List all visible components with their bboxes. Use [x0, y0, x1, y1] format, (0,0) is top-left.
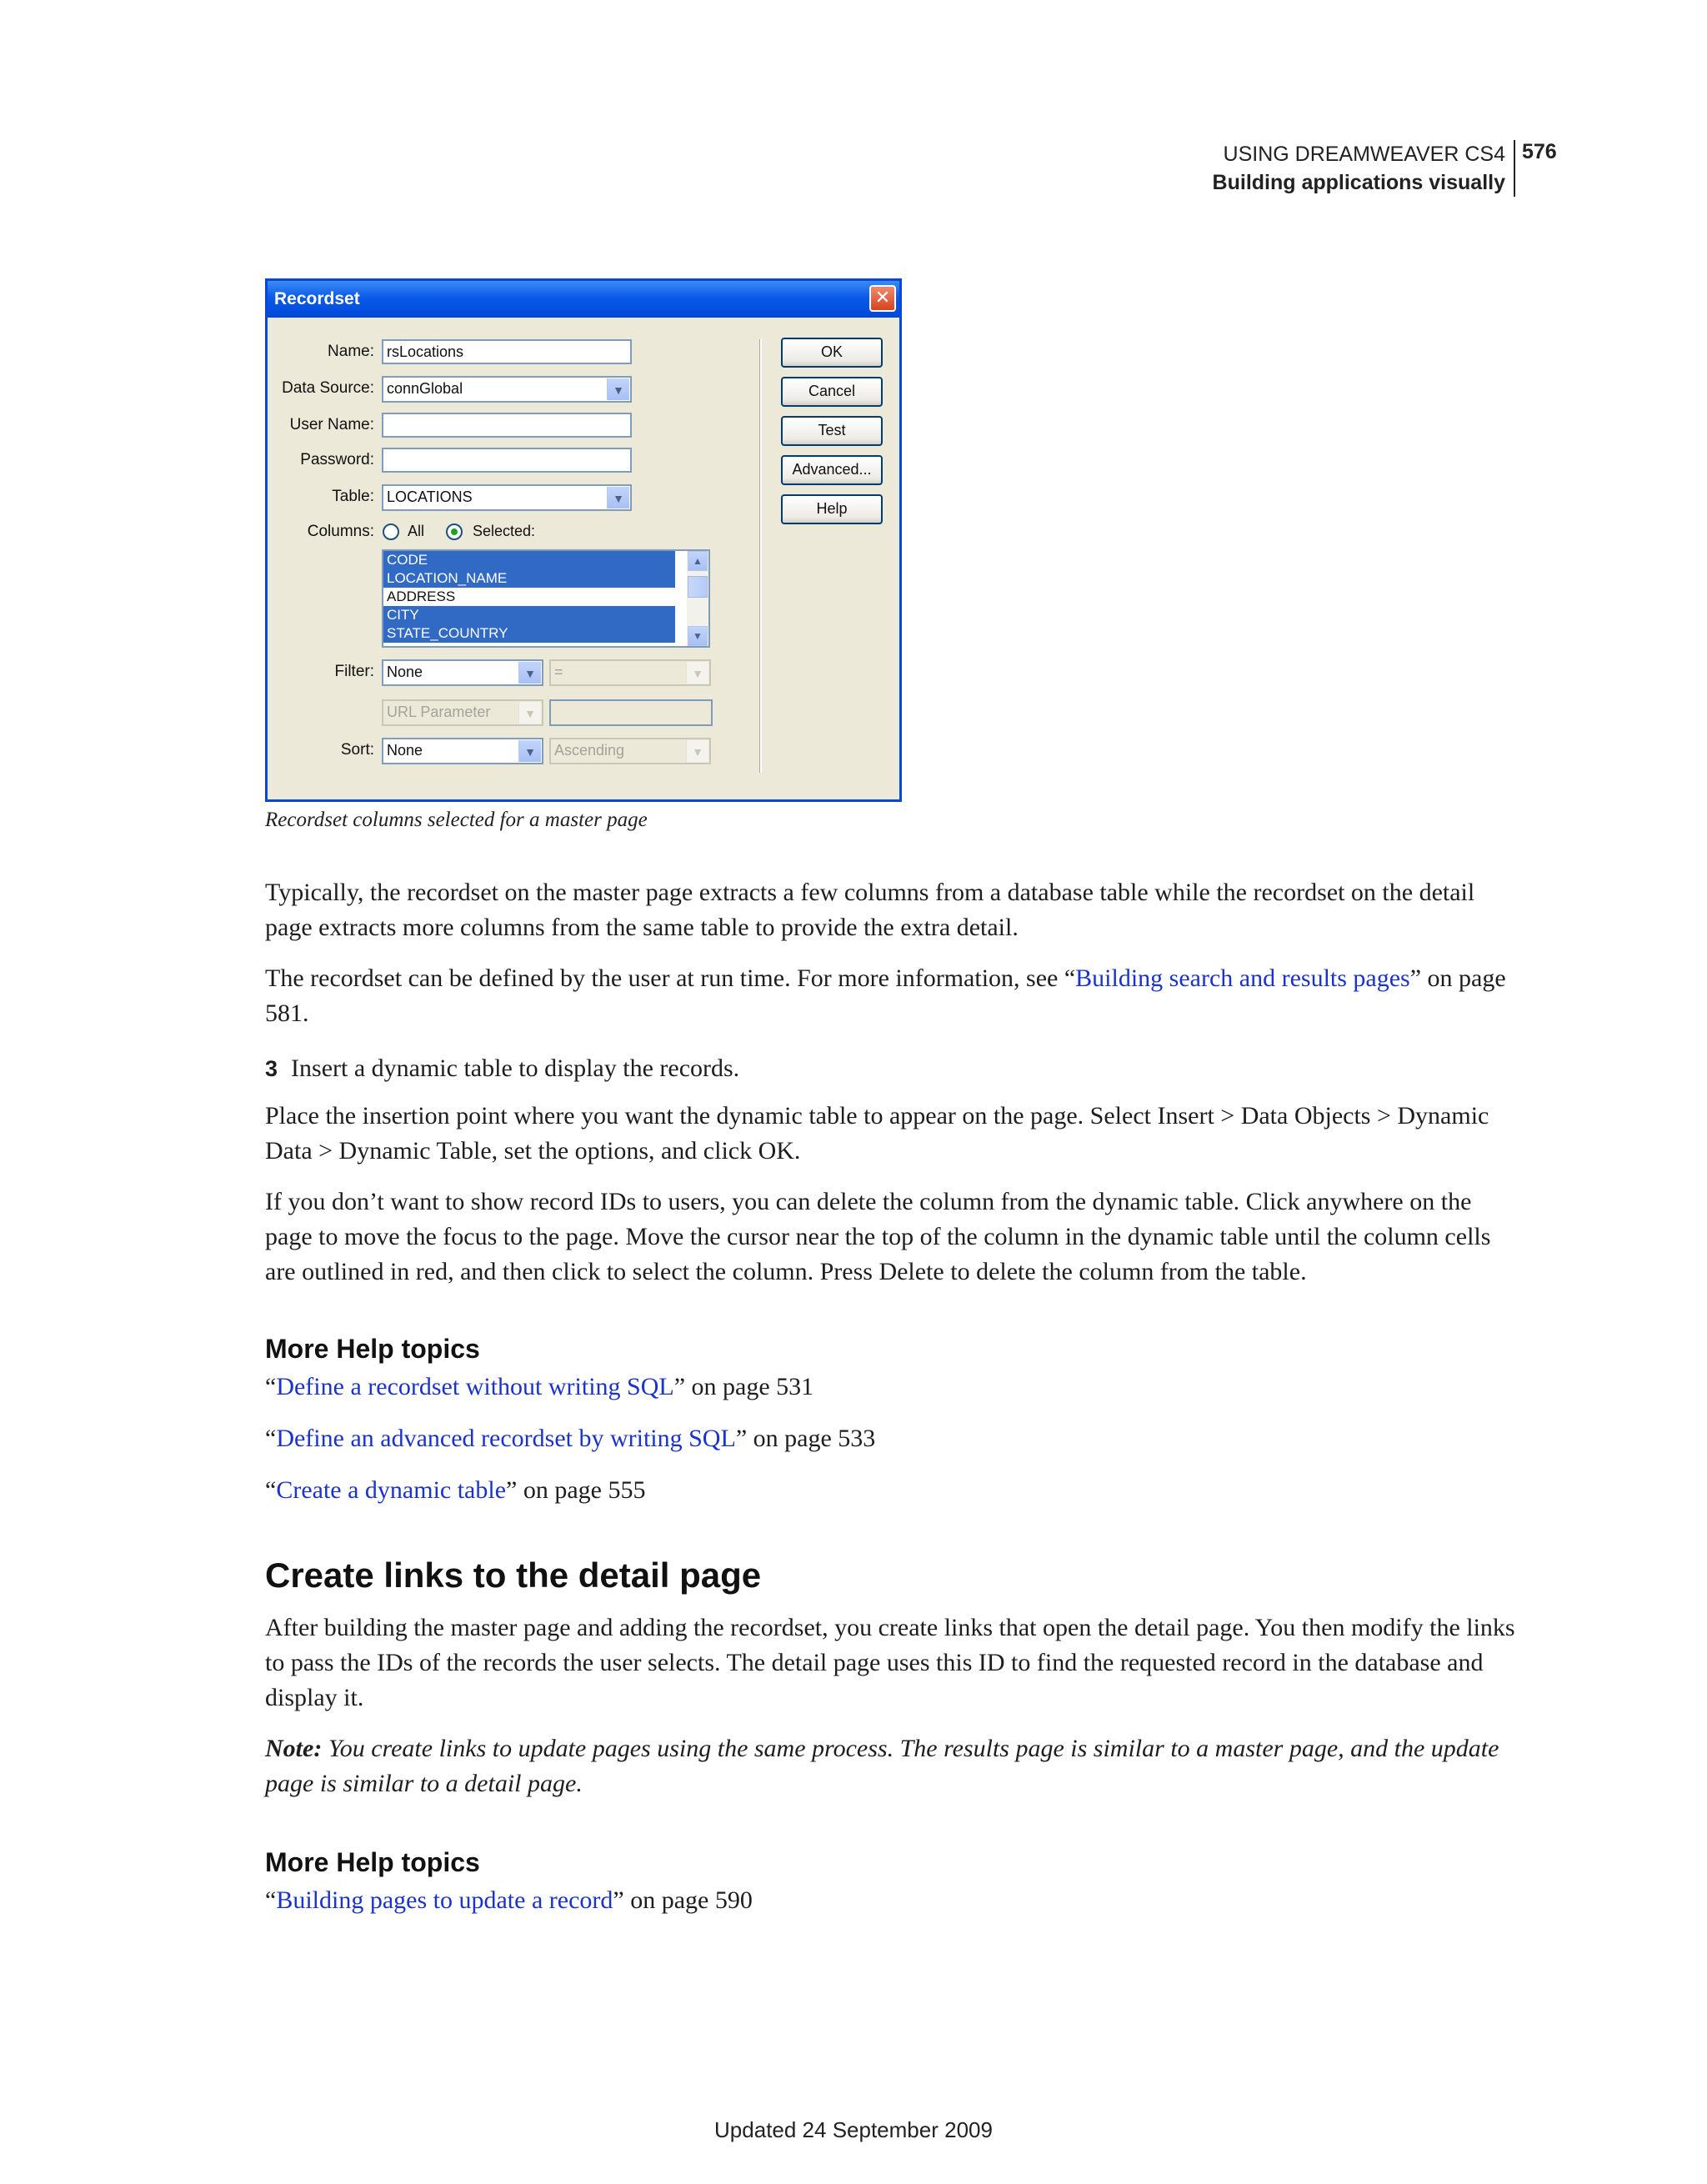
running-header — [1213, 140, 1515, 197]
column-items — [383, 551, 708, 643]
filter-param-value: URL Parameter — [387, 704, 491, 720]
columns-selected-radio[interactable] — [446, 523, 463, 540]
help-topic-item — [265, 1421, 1515, 1456]
help-topic-open-quote: “ — [265, 1373, 277, 1400]
filter-label: Filter: — [334, 663, 374, 680]
sort-value: None — [387, 742, 423, 759]
note — [265, 1731, 1515, 1801]
filter-param-select[interactable] — [382, 699, 543, 726]
table-label: Table: — [332, 488, 374, 505]
sort-order-select[interactable] — [549, 738, 711, 764]
section-paragraph: After building the master page and adding the recordset, you create links that open the detail page. You then modify the links to pass the IDs of the records the user selects. The detail page uses this ID to find the requested record in the database and display it. — [265, 1614, 1515, 1711]
chevron-down-icon[interactable]: ▼ — [686, 740, 708, 762]
chevron-down-icon[interactable]: ▼ — [518, 702, 541, 724]
scroll-thumb[interactable] — [688, 576, 708, 598]
filter-param-field[interactable] — [549, 699, 713, 726]
chevron-down-icon[interactable]: ▼ — [607, 378, 629, 400]
book-title: USING DREAMWEAVER CS4 — [1223, 143, 1505, 166]
help-topic-page-ref: ” on page 555 — [506, 1476, 646, 1504]
help-topic-page-ref: ” on page 590 — [613, 1886, 753, 1914]
help-topic-link[interactable]: Define an advanced recordset by writing SQL — [276, 1425, 736, 1452]
columns-listbox[interactable] — [382, 549, 710, 648]
name-label: Name: — [328, 343, 374, 360]
advanced-button[interactable]: Advanced... — [781, 455, 883, 485]
page-number: 576 — [1522, 140, 1557, 163]
help-topic-link[interactable]: Define a recordset without writing SQL — [276, 1373, 674, 1400]
columns-all-radio[interactable] — [383, 523, 399, 540]
cancel-button[interactable]: Cancel — [781, 377, 883, 407]
close-icon[interactable]: ✕ — [869, 285, 896, 312]
help-topic-item — [265, 1370, 1515, 1405]
dialog-separator — [759, 339, 762, 773]
table-value: LOCATIONS — [387, 488, 473, 505]
dialog-title: Recordset — [274, 289, 360, 308]
password-label: Password: — [300, 451, 374, 468]
help-topic-open-quote: “ — [265, 1425, 277, 1452]
test-button[interactable]: Test — [781, 416, 883, 446]
paragraph-2-tail: ” on page 581. — [265, 964, 1506, 1027]
help-topic-link[interactable]: Building pages to update a record — [276, 1886, 613, 1914]
column-item[interactable]: STATE_COUNTRY — [383, 624, 675, 643]
user-name-label: User Name: — [289, 416, 374, 433]
recordset-dialog — [265, 278, 902, 802]
chevron-down-icon[interactable]: ▼ — [607, 487, 629, 508]
dialog-titlebar — [268, 281, 899, 318]
filter-operator-value: = — [554, 664, 563, 680]
filter-select[interactable] — [382, 659, 543, 686]
paragraph-4: If you don’t want to show record IDs to users, you can delete the column from the dynamic table. Click anywhere on the page to move the focus to the page. Move the cursor near the top of the column in the dynamic table until the column cells are outlined in red, and then click to select the column. Press Delete to delete the column from the table. — [265, 1188, 1491, 1285]
footer-updated: Updated 24 September 2009 — [714, 2117, 993, 2142]
column-item[interactable]: LOCATION_NAME — [383, 569, 675, 588]
step-number: 3 — [265, 1056, 278, 1081]
columns-label: Columns: — [307, 523, 374, 540]
ok-button[interactable]: OK — [781, 338, 883, 368]
figure-caption: Recordset columns selected for a master page — [265, 809, 648, 831]
sort-order-value: Ascending — [554, 742, 625, 759]
column-item[interactable]: CITY — [383, 606, 675, 624]
paragraph-1: Typically, the recordset on the master page extracts a few columns from a database table while the recordset on the detail page extracts more columns from the same table to provide the extra detail. — [265, 879, 1475, 941]
column-item[interactable]: CODE — [383, 551, 675, 569]
sort-select[interactable] — [382, 738, 543, 764]
password-field[interactable] — [382, 448, 632, 473]
more-help-heading-1: More Help topics — [265, 1334, 480, 1364]
more-help-heading-2: More Help topics — [265, 1847, 480, 1877]
paragraph-2-lead: The recordset can be defined by the user at run time. For more information, see “ — [265, 964, 1076, 992]
section-heading: Create links to the detail page — [265, 1555, 762, 1595]
listbox-scrollbar[interactable] — [687, 551, 708, 646]
data-source-select[interactable] — [382, 376, 632, 403]
help-topic-page-ref: ” on page 533 — [735, 1425, 876, 1452]
note-text: You create links to update pages using the same process. The results page is similar to a master page, and the update page is similar to a detail page. — [265, 1735, 1499, 1797]
help-topic-page-ref: ” on page 531 — [673, 1373, 814, 1400]
help-topic-link[interactable]: Create a dynamic table — [276, 1476, 507, 1504]
filter-value: None — [387, 664, 423, 680]
help-topic-item — [265, 1473, 1515, 1508]
step-3 — [265, 1051, 1515, 1086]
paragraph-2 — [265, 961, 1515, 1031]
note-label: Note: — [265, 1735, 323, 1762]
help-topic-open-quote: “ — [265, 1476, 277, 1504]
table-select[interactable] — [382, 484, 632, 511]
chevron-down-icon[interactable]: ▼ — [518, 740, 541, 762]
section-title: Building applications visually — [1212, 171, 1505, 194]
columns-all-label: All — [408, 523, 425, 539]
columns-selected-label: Selected: — [473, 523, 536, 539]
sort-label: Sort: — [340, 741, 374, 759]
scroll-down-icon[interactable]: ▼ — [688, 626, 708, 646]
scroll-up-icon[interactable]: ▲ — [688, 551, 708, 571]
column-item[interactable]: ADDRESS — [387, 589, 456, 604]
chevron-down-icon[interactable]: ▼ — [518, 662, 541, 684]
link-search-results[interactable]: Building search and results pages — [1075, 964, 1410, 992]
help-topic-item — [265, 1883, 1515, 1918]
paragraph-3: Place the insertion point where you want the dynamic table to appear on the page. Select Insert > Data Objects > Dynamic Data > Dynamic Table, set the options, and click OK. — [265, 1102, 1489, 1165]
help-topic-open-quote: “ — [265, 1886, 277, 1914]
data-source-label: Data Source: — [282, 379, 374, 397]
filter-operator-select[interactable] — [549, 659, 711, 686]
name-field[interactable]: rsLocations — [382, 339, 632, 364]
help-button[interactable]: Help — [781, 494, 883, 524]
chevron-down-icon[interactable]: ▼ — [686, 662, 708, 684]
user-name-field[interactable] — [382, 413, 632, 438]
step-text: Insert a dynamic table to display the records. — [291, 1054, 740, 1082]
data-source-value: connGlobal — [387, 380, 463, 397]
